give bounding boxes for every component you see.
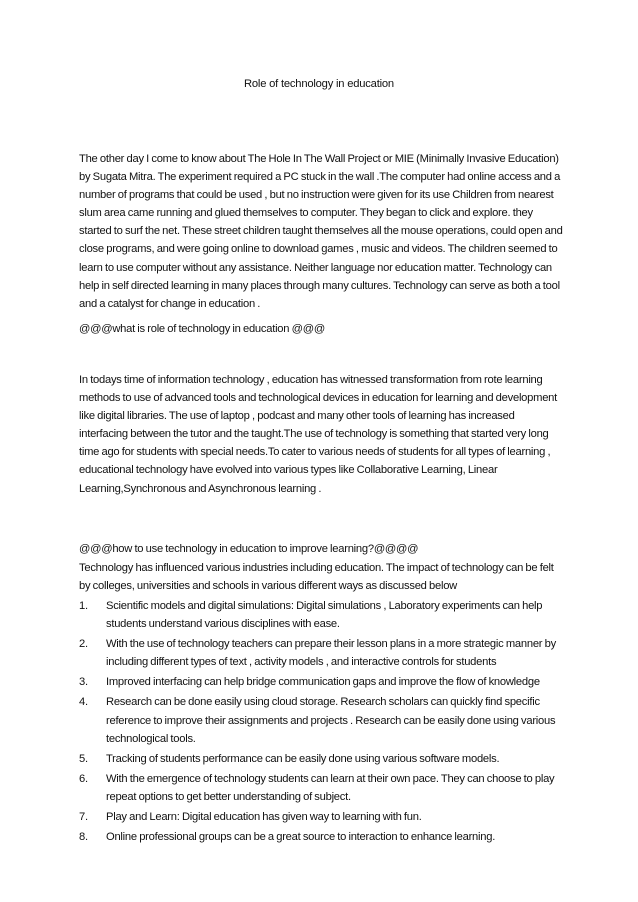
list-item-text: With the use of technology teachers can prepare their lesson plans in a more strategic manner by including different types of text , activity models , and interactive controls for students xyxy=(106,638,556,669)
list-item-text: Online professional groups can be a great source to interaction to enhance learning. xyxy=(106,831,496,844)
list-item-number: 6. xyxy=(79,772,88,785)
list-item xyxy=(79,808,565,826)
list-item-text: Research can be done easily using cloud storage. Research scholars can quickly find specific reference to improve their assignments and projects . Research can be easily done using various technological tools. xyxy=(106,696,556,745)
list-item xyxy=(79,750,565,768)
list-item xyxy=(79,693,565,747)
list-item-number: 7. xyxy=(79,811,88,824)
list-item-text: Tracking of students performance can be easily done using various software models. xyxy=(106,752,500,765)
list-item-number: 2. xyxy=(79,638,88,651)
list-item-text: Improved interfacing can help bridge communication gaps and improve the flow of knowledge xyxy=(106,676,540,689)
intro-paragraph: The other day I come to know about The Hole In The Wall Project or MIE (Minimally Invasive Education) by Sugata Mitra. The experiment required a PC stuck in the wall .The computer had online access and a number of programs that could be used , but no instruction were given for its use Children from nearest slum area came running and glued themselves to computer. They began to click and explore. they started to surf the net. These street children taught themselves all the mouse operations, could open and close programs, and were going online to download games , music and videos. The children seemed to learn to use computer without any assistance. Neither language nor education matter. Technology can help in self directed learning in many places through many cultures. Technology can serve as both a tool and a catalyst for change in education . xyxy=(79,153,563,310)
list-item xyxy=(79,770,565,806)
list-item xyxy=(79,597,565,633)
list-item xyxy=(79,635,565,671)
impact-paragraph: Technology has influenced various industries including education. The impact of technology can be felt by colleges, universities and schools in various different ways as discussed below xyxy=(79,562,554,593)
list-item-text: With the emergence of technology students can learn at their own pace. They can choose to play repeat options to get better understanding of subject. xyxy=(106,772,555,803)
list-item xyxy=(79,828,565,846)
list-item-number: 8. xyxy=(79,831,88,844)
list-item-text: Scientific models and digital simulations: Digital simulations , Laboratory experiments can help students understand various disciplines with ease. xyxy=(106,600,543,631)
numbered-list xyxy=(79,597,565,848)
list-item-text: Play and Learn: Digital education has given way to learning with fun. xyxy=(106,811,422,824)
role-paragraph: In todays time of information technology , education has witnessed transformation from rote learning methods to use of advanced tools and technological devices in education for learning and development like digital libraries. The use of laptop , podcast and many other tools of learning has increased interfacing between the tutor and the taught.The use of technology is something that started very long time ago for students with special needs.To cater to various needs of students for all types of learning , educational technology have evolved into various types like Collaborative Learning, Linear Learning,Synchronous and Asynchronous learning . xyxy=(79,374,557,495)
section-heading-role: @@@what is role of technology in education @@@ xyxy=(79,323,325,335)
document-title: Role of technology in education xyxy=(244,78,394,90)
list-item-number: 3. xyxy=(79,676,88,689)
list-item-number: 4. xyxy=(79,696,88,709)
list-item-number: 5. xyxy=(79,752,88,765)
list-item-number: 1. xyxy=(79,600,88,612)
list-item xyxy=(79,673,565,691)
section-heading-how-to-use: @@@how to use technology in education to improve learning?@@@@ xyxy=(79,543,419,555)
